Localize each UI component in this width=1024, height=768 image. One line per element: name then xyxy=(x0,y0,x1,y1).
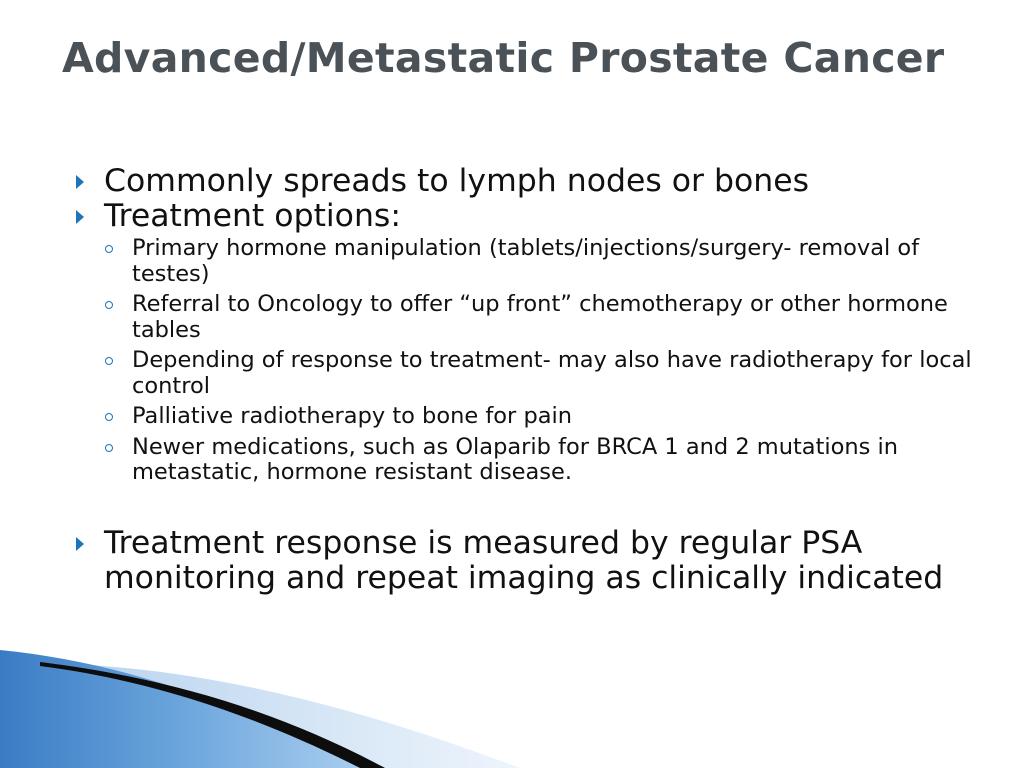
bullet-text: Commonly spreads to lymph nodes or bones xyxy=(104,163,810,199)
bullet-text: Treatment response is measured by regular PSA monitoring and repeat imaging as clinically indicated xyxy=(104,524,944,596)
sub-bullet-text: Referral to Oncology to offer “up front” chemotherapy or other hormone tables xyxy=(132,291,948,343)
right-triangle-bullet-icon xyxy=(76,537,84,551)
sub-bullet-item xyxy=(72,348,972,399)
slide-title: Advanced/Metastatic Prostate Cancer xyxy=(62,34,945,82)
hollow-circle-bullet-icon xyxy=(105,413,113,421)
sub-bullet-item xyxy=(72,435,972,486)
sub-bullet-text: Primary hormone manipulation (tablets/injections/surgery- removal of testes) xyxy=(132,235,920,287)
right-triangle-bullet-icon xyxy=(76,210,84,224)
hollow-circle-bullet-icon xyxy=(105,245,113,253)
bullet-item xyxy=(72,164,972,199)
slide-content xyxy=(72,164,972,596)
hollow-circle-bullet-icon xyxy=(105,357,113,365)
bullet-item xyxy=(72,526,972,596)
sub-bullet-text: Palliative radiotherapy to bone for pain xyxy=(132,403,573,429)
spacer xyxy=(72,491,972,526)
right-triangle-bullet-icon xyxy=(76,175,84,189)
sub-bullet-item xyxy=(72,292,972,343)
sub-bullet-text: Depending of response to treatment- may also have radiotherapy for local control xyxy=(132,347,972,399)
bullet-item xyxy=(72,199,972,234)
sub-bullet-item xyxy=(72,404,972,430)
hollow-circle-bullet-icon xyxy=(105,444,113,452)
sub-bullet-list xyxy=(72,236,972,486)
bullet-text: Treatment options: xyxy=(104,198,401,234)
sub-bullet-text: Newer medications, such as Olaparib for BRCA 1 and 2 mutations in metastatic, hormone resistant disease. xyxy=(132,433,899,485)
hollow-circle-bullet-icon xyxy=(105,301,113,309)
sub-bullet-item xyxy=(72,236,972,287)
